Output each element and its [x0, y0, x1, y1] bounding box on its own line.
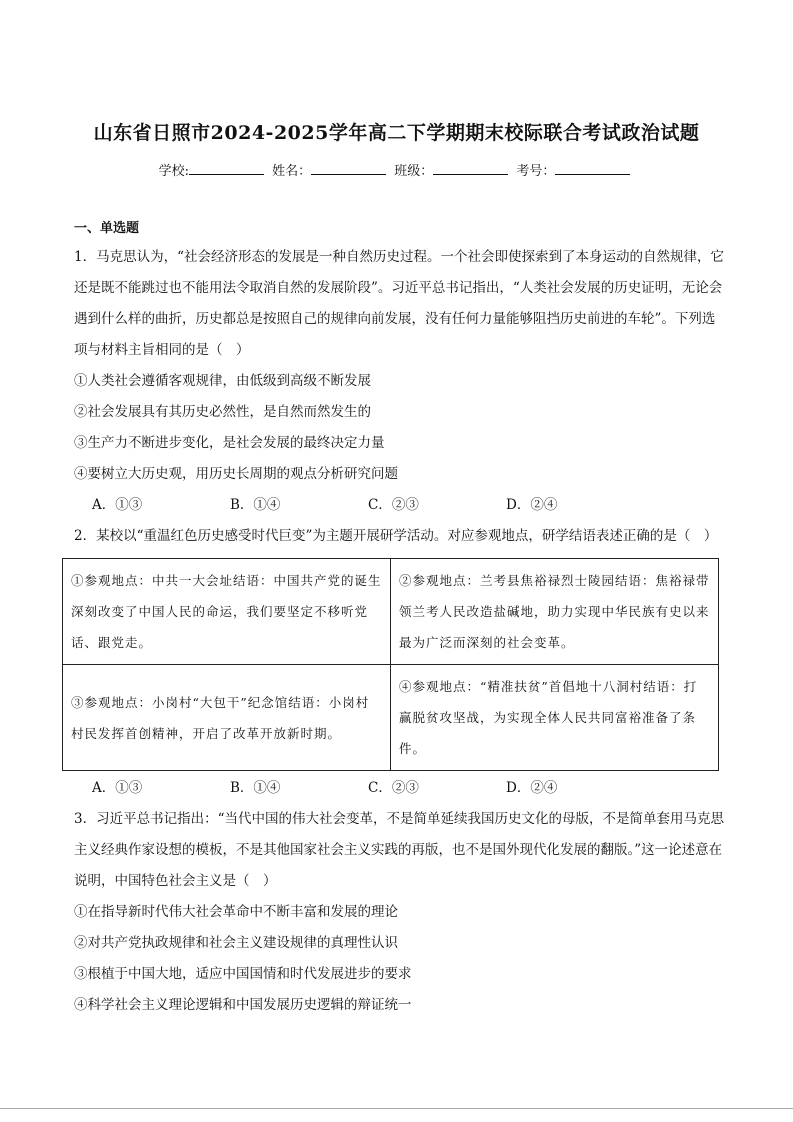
option-b[interactable]: B．①④: [230, 780, 281, 796]
q1-item: ①人类社会遵循客观规律，由低级到高级不断发展: [74, 373, 371, 389]
q2-cell: ③参观地点：小岗村“大包干”纪念馆结语：小岗村村民发挥首创精神，开启了改革开放新时期。: [63, 665, 391, 771]
q2-options: [74, 773, 724, 804]
q2-cell: ②参观地点：兰考县焦裕禄烈士陵园结语：焦裕禄带领兰考人民改造盐碱地，助力实现中华民族有史以来最为广泛而深刻的社会变革。: [391, 559, 719, 665]
page-bottom-rule: [0, 1108, 793, 1109]
number-label: 考号：: [516, 164, 556, 179]
option-a[interactable]: A．①③: [92, 497, 143, 513]
q3-stem: 3．习近平总书记指出：“当代中国的伟大社会变革，不是简单延续我国历史文化的母版，不是简单套用马克思主义经典作家设想的模板，不是其他国家社会主义实践的再版，也不是国外现代化发展的翻版。”这一论述意在说明，中国特色社会主义是（ ）: [74, 811, 724, 889]
option-c[interactable]: C．②③: [368, 497, 419, 513]
q2-stem: 2．某校以“重温红色历史感受时代巨变”为主题开展研学活动。对应参观地点，研学结语表述正确的是（ ）: [74, 528, 718, 544]
student-info-line: [0, 160, 793, 179]
q1-item: ③生产力不断进步变化，是社会发展的最终决定力量: [74, 435, 385, 451]
exam-title: 山东省日照市2024-2025学年高二下学期期末校际联合考试政治试题: [93, 122, 700, 144]
q1-stem: 1．马克思认为，“社会经济形态的发展是一种自然历史过程。一个社会即使探索到了本身运动的自然规律，它还是既不能跳过也不能用法令取消自然的发展阶段”。习近平总书记指出，“人类社会发展的历史证明，无论会遇到什么样的曲折，历史都总是按照自己的规律向前发展，没有任何力量能够阻挡历史前进的车轮”。下列选项与材料主旨相同的是（ ）: [74, 249, 724, 358]
section-heading: 一、单选题: [74, 221, 140, 236]
q2-cell: ④参观地点：“精准扶贫”首倡地十八洞村结语：打赢脱贫攻坚战，为实现全体人民共同富裕准备了条件。: [391, 665, 719, 771]
name-blank[interactable]: [311, 162, 386, 175]
option-c[interactable]: C．②③: [368, 780, 419, 796]
q1-item: ②社会发展具有其历史必然性，是自然而然发生的: [74, 404, 371, 420]
number-blank[interactable]: [555, 162, 630, 175]
q3-item: ④科学社会主义理论逻辑和中国发展历史逻辑的辩证统一: [74, 997, 412, 1013]
q3-item: ③根植于中国大地，适应中国国情和时代发展进步的要求: [74, 966, 412, 982]
option-d[interactable]: D．②④: [506, 780, 558, 796]
q1-options: [74, 490, 724, 521]
q1-item: ④要树立大历史观，用历史长周期的观点分析研究问题: [74, 466, 398, 482]
class-label: 班级：: [394, 164, 434, 179]
option-d[interactable]: D．②④: [506, 497, 558, 513]
option-b[interactable]: B．①④: [230, 497, 281, 513]
class-blank[interactable]: [433, 162, 508, 175]
school-label: 学校:: [158, 164, 189, 179]
q3-item: ①在指导新时代伟大社会革命中不断丰富和发展的理论: [74, 904, 398, 920]
option-a[interactable]: A．①③: [92, 780, 143, 796]
exam-content: [71, 218, 724, 1021]
q2-cell: ①参观地点：中共一大会址结语：中国共产党的诞生深刻改变了中国人民的命运，我们要坚定不移听党话、跟党走。: [63, 559, 391, 665]
school-blank[interactable]: [189, 162, 264, 175]
q2-table: [62, 558, 719, 771]
q3-item: ②对共产党执政规律和社会主义建设规律的真理性认识: [74, 935, 398, 951]
name-label: 姓名：: [272, 164, 312, 179]
